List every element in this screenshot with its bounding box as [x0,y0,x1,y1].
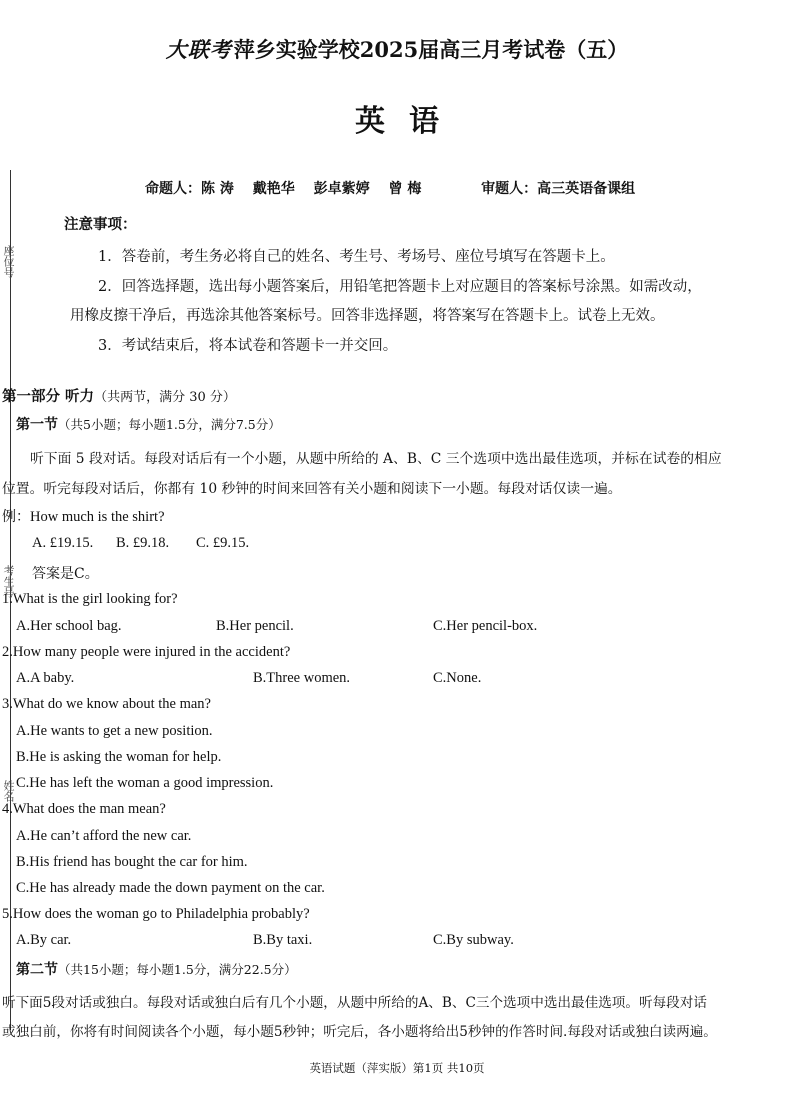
notice-heading: 注意事项： [64,217,137,233]
exam-title-text: 萍乡实验学校2025届高三月考试卷（五） [233,37,629,62]
example-option-b: B. £9.18. [116,535,170,551]
q1-option-a: A.Her school bag. [16,618,122,634]
q3-option-a: A.He wants to get a new position. [16,723,213,739]
notice-item-2: 2．回答选择题，选出每小题答案后，用铅笔把答题卡上对应题目的答案标号涂黑。如需改动， [98,279,702,295]
authors-line [145,178,649,198]
q3-option-b: B.He is asking the woman for help. [16,749,222,765]
page-footer: 英语试题（萍实版）第1页 共10页 [309,1061,485,1075]
part1-title: 第一部分 听力（共两节，满分 30 分） [2,389,236,405]
question-3: 3.What do we know about the man? [2,696,211,712]
example-question: 例：How much is the shirt? [2,509,165,525]
example-option-a: A. £19.15. [32,535,94,551]
q1-option-c: C.Her pencil-box. [433,618,538,634]
section2-instruction-1: 听下面5段对话或独白。每段对话或独白后有几个小题，从题中所给的A、B、C三个选项中选出最佳选项。听每段对话 [2,995,707,1011]
notice-item-2-cont: 用橡皮擦干净后，再选涂其他答案标号。回答非选择题，将答案写在答题卡上。试卷上无效。 [70,308,665,324]
author-4: 曾 梅 [388,181,422,197]
question-4: 4.What does the man mean? [2,801,166,817]
q1-option-b: B.Her pencil. [216,618,294,634]
section1-instruction-1: 听下面 5 段对话。每段对话后有一个小题，从题中所给的 A、B、C 三个选项中选出最佳选项，并标在试卷的相应 [30,451,722,467]
notice-item-1: 1．答卷前，考生务必将自己的姓名、考生号、考场号、座位号填写在答题卡上。 [98,249,615,265]
q5-option-c: C.By subway. [433,932,514,948]
q4-option-b: B.His friend has bought the car for him. [16,854,248,870]
question-1: 1.What is the girl looking for? [2,591,178,607]
q4-option-a: A.He can’t afford the new car. [16,828,192,844]
q4-option-c: C.He has already made the down payment on the car. [16,880,325,896]
example-option-c: C. £9.15. [196,535,250,551]
q2-option-a: A.A baby. [16,670,75,686]
section1-instruction-2: 位置。听完每段对话后，你都有 10 秒钟的时间来回答有关小题和阅读下一小题。每段对话仅读一遍。 [2,481,622,497]
exam-title [0,34,794,64]
q5-option-a: A.By car. [16,932,72,948]
q5-option-b: B.By taxi. [253,932,313,948]
student-number-label: 考生号 [2,565,15,598]
author-1: 命题人：陈 涛 [145,181,234,197]
subject-title: 英语 [355,104,463,139]
section1-title: 第一节（共5小题；每小题1.5分，满分7.5分） [16,417,281,433]
q2-option-b: B.Three women. [253,670,351,686]
name-label: 姓名 [2,780,15,802]
section2-title: 第二节（共15小题；每小题1.5分，满分22.5分） [16,962,297,978]
brand-logo: 大联考 [165,37,232,62]
section2-instruction-2: 或独白前，你将有时间阅读各个小题，每小题5秒钟；听完后，各小题将给出5秒钟的作答时间.每段对话或独白读两遍。 [2,1024,717,1040]
notice-item-3: 3．考试结束后，将本试卷和答题卡一并交回。 [98,338,398,354]
author-2: 戴艳华 [252,181,295,197]
q2-option-c: C.None. [433,670,482,686]
q3-option-c: C.He has left the woman a good impression. [16,775,274,791]
author-3: 彭卓紫婷 [313,181,370,197]
question-5: 5.How does the woman go to Philadelphia probably? [2,906,310,922]
reviewer: 审题人：高三英语备课组 [481,181,636,197]
question-2: 2.How many people were injured in the accident? [2,644,291,660]
example-answer: 答案是C。 [32,566,99,582]
seat-number-label: 座位号 [2,245,15,278]
